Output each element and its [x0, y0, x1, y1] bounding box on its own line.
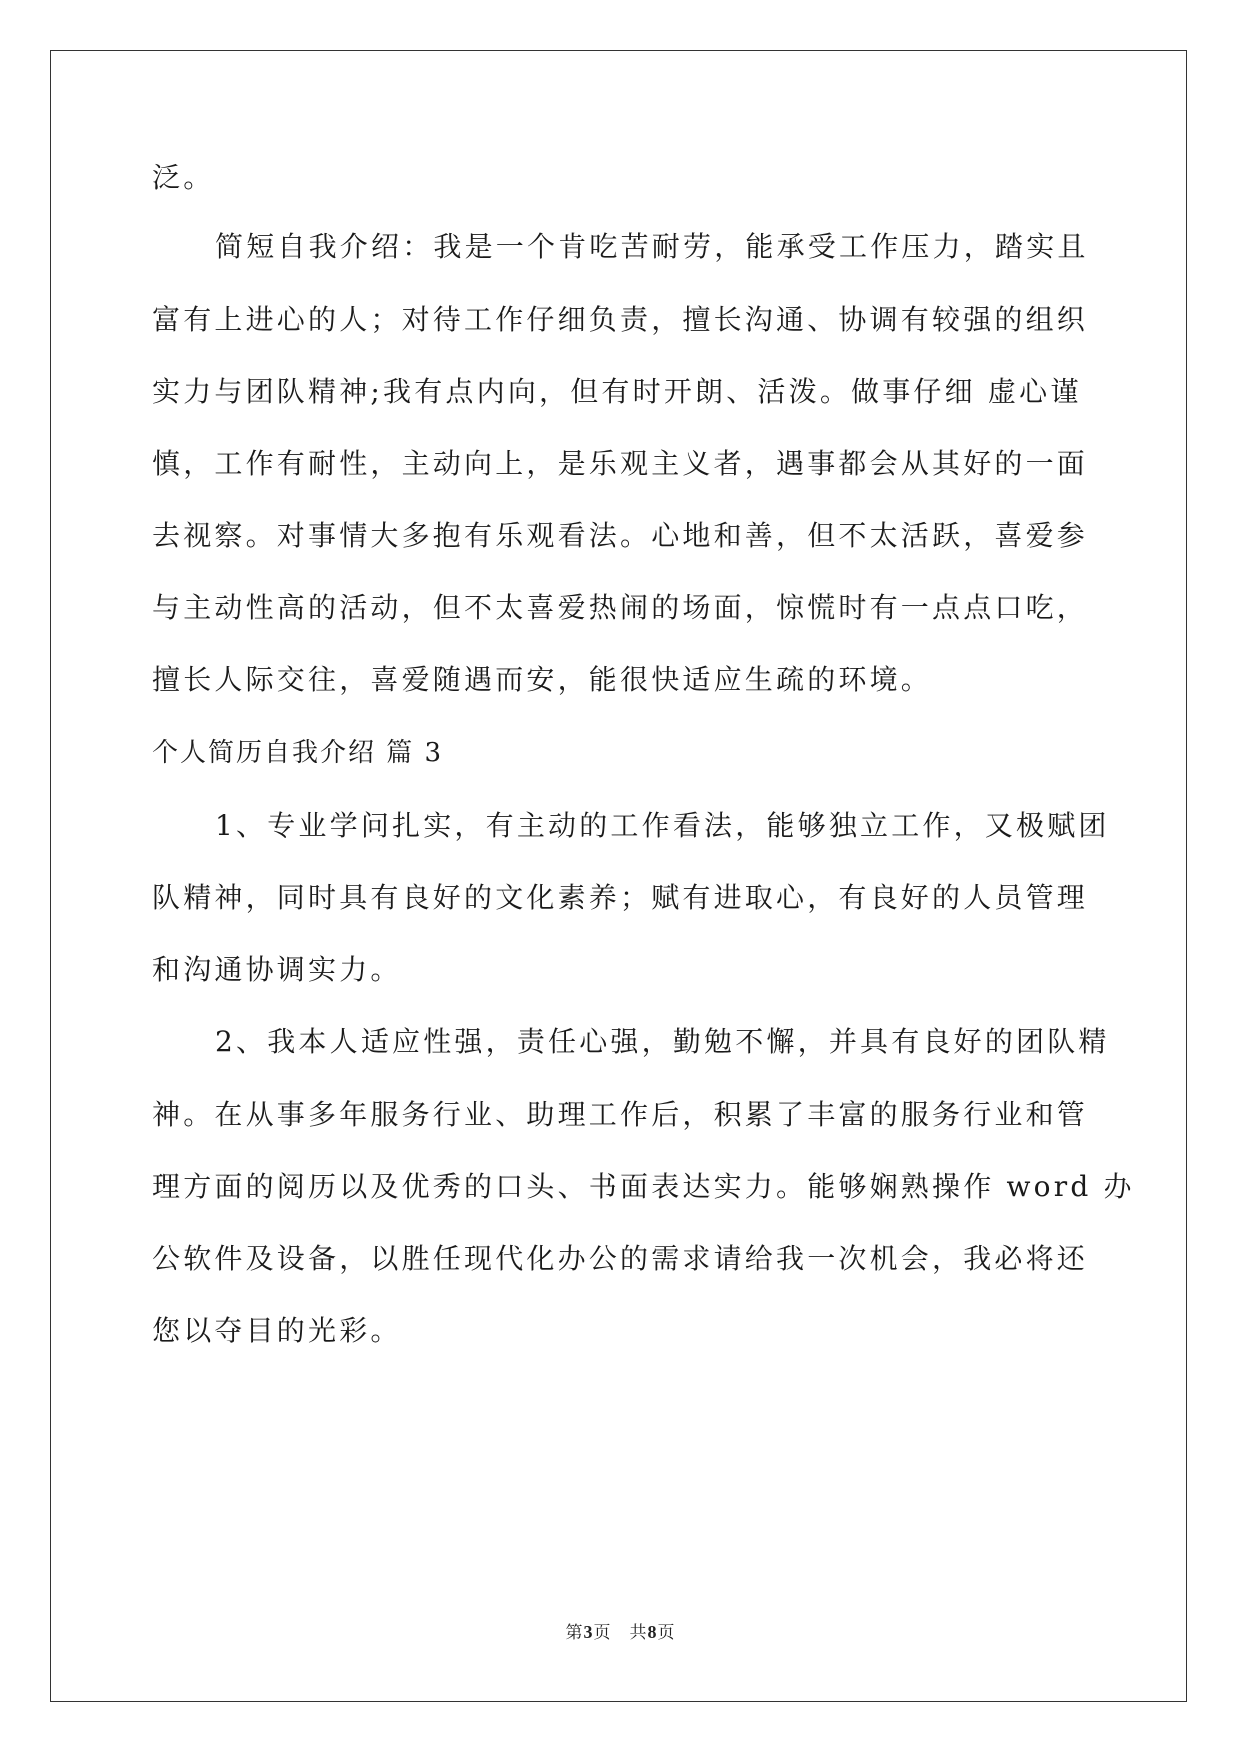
text-line: 队精神，同时具有良好的文化素养；赋有进取心，有良好的人员管理 [152, 881, 1089, 914]
page-suffix: 页 [593, 1623, 612, 1643]
text-line: 去视察。对事情大多抱有乐观看法。心地和善，但不太活跃，喜爱参 [152, 519, 1089, 552]
total-page-count: 8 [647, 1622, 658, 1642]
text-line: 和沟通协调实力。 [152, 953, 402, 986]
text-line: 1、专业学问扎实，有主动的工作看法，能够独立工作，又极赋团 [215, 809, 1110, 842]
text-line: 2、我本人适应性强，责任心强，勤勉不懈，并具有良好的团队精 [215, 1025, 1110, 1058]
text-line: 富有上进心的人；对待工作仔细负责，擅长沟通、协调有较强的组织 [152, 303, 1089, 336]
text-line: 您以夺目的光彩。 [152, 1314, 402, 1347]
text-line: 公软件及设备，以胜任现代化办公的需求请给我一次机会，我必将还 [152, 1242, 1089, 1275]
page-footer [0, 1618, 1241, 1643]
text-line: 神。在从事多年服务行业、助理工作后，积累了丰富的服务行业和管 [152, 1098, 1089, 1131]
total-suffix: 页 [657, 1623, 676, 1643]
page-border [50, 50, 1187, 1702]
text-line: 与主动性高的活动，但不太喜爱热闹的场面，惊慌时有一点点口吃， [152, 591, 1089, 624]
current-page-number: 3 [583, 1622, 594, 1642]
text-line: 慎，工作有耐性，主动向上，是乐观主义者，遇事都会从其好的一面 [152, 447, 1089, 480]
page-prefix: 第 [565, 1623, 584, 1643]
total-prefix: 共 [629, 1623, 648, 1643]
section-heading: 个人简历自我介绍 篇 3 [152, 738, 444, 768]
text-line: 实力与团队精神;我有点内向，但有时开朗、活泼。做事仔细 虚心谨 [152, 375, 1082, 408]
text-line: 泛。 [152, 161, 215, 194]
text-line: 擅长人际交往，喜爱随遇而安，能很快适应生疏的环境。 [152, 663, 933, 696]
text-line: 简短自我介绍：我是一个肯吃苦耐劳，能承受工作压力，踏实且 [215, 230, 1089, 263]
text-line: 理方面的阅历以及优秀的口头、书面表达实力。能够娴熟操作 word 办 [152, 1170, 1135, 1203]
